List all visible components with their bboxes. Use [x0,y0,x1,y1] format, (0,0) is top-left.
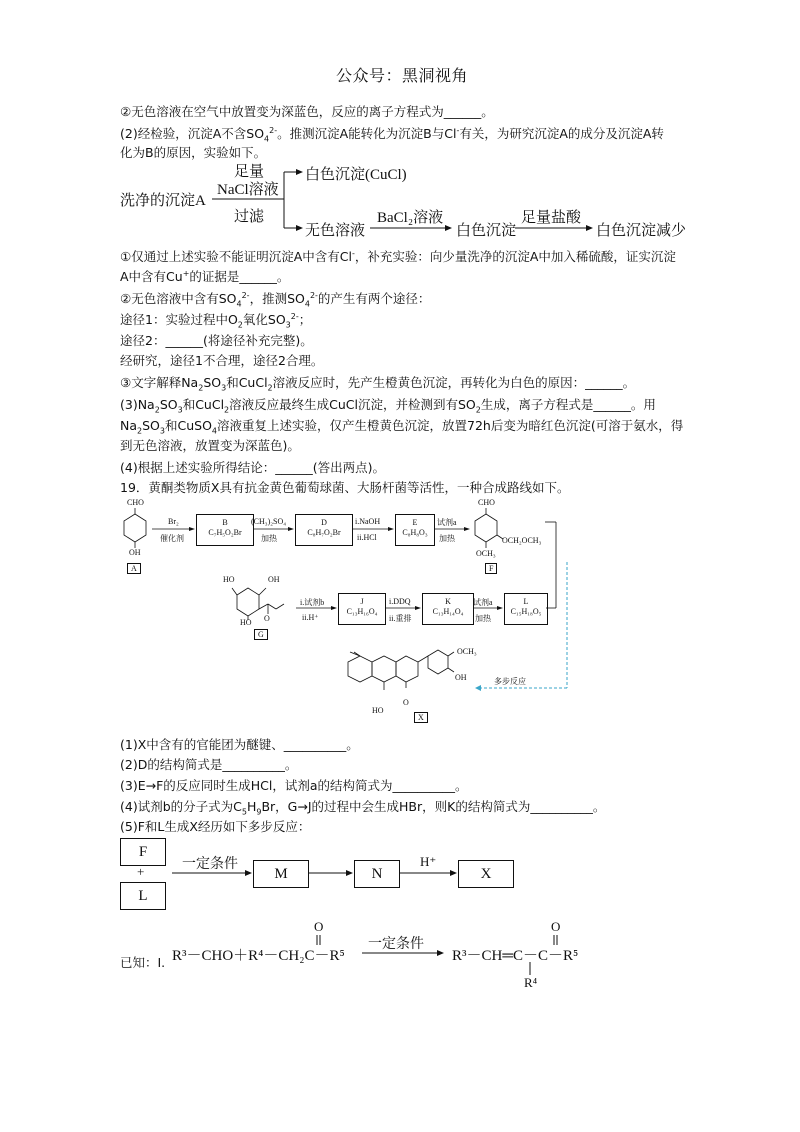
box-f: F [120,838,166,866]
text-line: (2)经检验，沉淀A不含$SO_4^{2-}$。推测沉淀A能转化为沉淀B与Cl-有关，为研究沉淀A的成分及沉淀A转 [120,125,664,144]
question-2: (2)D的结构简式是__________。 [120,757,298,772]
compound-f-cho: CHO [478,498,495,507]
plus-sign: + [137,864,145,879]
text-line: 途径1：实验过程中$O_2$氧化$SO_3^{2-}$； [120,311,312,330]
compound-j-name: J [360,597,364,606]
step3-condition: ii.HCl [357,533,377,542]
compound-g-label: G [254,629,268,640]
text-line: 经研究，途径1不合理，途径2合理。 [120,353,324,368]
compound-k-name: K [445,597,451,606]
question-1: (1)X中含有的官能团为醚键、__________。 [120,737,359,752]
text-line: ③文字解释$Na_2SO_3$和CuCl$_2$溶液反应时，先产生橙黄色沉淀，再转化为白色的原因：______。 [120,375,636,393]
reagent-2: BaCl₂溶液 [377,210,444,226]
box-x: X [458,860,514,888]
compound-g-ho-bottom: HO [240,618,252,627]
question-19: 19．黄酮类物质X具有抗金黄色葡萄球菌、大肠杆菌等活性，一种合成路线如下。 [120,480,570,495]
compound-f-label: F [485,563,497,574]
step3-reagent: i.NaOH [355,517,381,526]
step7-reagent: 试剂a [473,598,493,607]
compound-k-formula: C₁₃H₁₄O₄ [432,607,464,616]
step1-reagent: Br₂ [168,517,179,526]
reagent-above-1: 足量 [234,164,265,180]
compound-f-substituent-2: OCH₃ [476,549,496,558]
step7-condition: 加热 [475,614,491,623]
text-line: $Na_2SO_3$和CuSO$_4$溶液重复上述实验，仅产生橙黄色沉淀，放置72h后变为暗红色沉淀(可溶于氨水，得 [120,418,684,436]
compound-b-name: B [222,518,228,527]
known-rhs: R³－CH═C－C－R⁵ [452,948,579,964]
page-title: 公众号：黑洞视角 [336,66,469,85]
box-n: N [354,860,400,888]
end-product: 白色沉淀减少 [596,223,687,239]
product-top: 白色沉淀(CuCl) [305,167,407,183]
step4-condition: 加热 [439,534,455,543]
multistep-label: 多步反应 [494,677,526,686]
compound-x-oh: OH [455,673,467,682]
compound-e-name: E [412,518,418,527]
known-rhs-r4: R⁴ [524,975,538,990]
text-line: $(3)Na_2SO_3$和CuCl$_2$溶液反应最终生成CuCl沉淀，并检测到有$SO_2$生成，离子方程式是______。用 [120,397,656,415]
product-bottom: 无色溶液 [305,223,366,239]
condition-label: 一定条件 [182,857,238,872]
start-label: 洗净的沉淀A [120,193,206,209]
reagent-above-2: NaCl溶液 [217,182,279,198]
compound-b-formula: C₇H₅O₂Br [208,528,242,537]
reagent-below: 过滤 [234,209,265,225]
compound-g-o: O [264,614,270,623]
box-m: M [253,860,309,888]
step6-reagent: i.DDQ [389,597,411,606]
known-condition: 一定条件 [368,937,424,952]
step5-condition: ii.H⁺ [302,613,319,622]
compound-x-och3: OCH₃ [457,647,477,656]
text-line: ②无色溶液中含有$SO_4^{2-}$，推测$SO_4^{2-}$的产生有两个途径： [120,290,431,309]
compound-d-formula: C₈H₇O₂Br [307,528,341,537]
compound-e-formula: C₈H₈O₃ [402,528,428,537]
compound-g-ho-top: HO [223,575,235,584]
compound-a-oh: OH [129,548,141,557]
question-4: (4)试剂b的分子式为$C_5H_9Br$，G→J的过程中会生成HBr，则K的结构简式为__________。 [120,799,606,817]
step2-condition: 加热 [261,534,277,543]
compound-j-formula: C₁₃H₁₆O₄ [346,607,378,616]
known-rhs-oxygen: O [551,919,561,934]
step6-condition: ii.重排 [389,614,412,623]
compound-g-oh-top: OH [268,575,280,584]
step2-reagent: (CH₃)₂SO₄ [251,517,287,526]
text-line: 化为B的原因，实验如下。 [120,145,267,160]
reagent-3: 足量盐酸 [521,210,582,226]
text-line: ②无色溶液在空气中放置变为深蓝色，反应的离子方程式为______。 [120,104,494,119]
hplus-label: H⁺ [420,854,437,869]
question-5: (5)F和L生成X经历如下多步反应： [120,819,311,834]
known-lhs: R³－CHO＋R⁴－CH₂C－R⁵ [172,948,345,964]
compound-l-name: L [523,597,529,606]
step5-reagent: i.试剂b [300,598,325,607]
compound-x-o: O [403,698,409,707]
step1-condition: 催化剂 [160,534,184,543]
compound-x-label: X [414,712,428,723]
compound-x-ho: HO [372,706,384,715]
compound-l-formula: C₁₅H₁₈O₅ [510,607,542,616]
known-prefix: 已知：Ⅰ. [120,955,166,970]
text-line: 途径2：______(将途径补充完整)。 [120,333,313,348]
text-line: 到无色溶液，放置变为深蓝色)。 [120,438,300,453]
compound-a-label: A [127,563,141,574]
mid-product: 白色沉淀 [456,223,517,239]
question-3: (3)E→F的反应同时生成HCl，试剂a的结构简式为__________。 [120,778,468,793]
step4-reagent: 试剂a [437,518,457,527]
compound-d-name: D [321,518,327,527]
compound-f-substituent-1: OCH₂OCH₃ [502,536,542,545]
text-line: ①仅通过上述实验不能证明沉淀A中含有Cl-，补充实验：向少量洗净的沉淀A中加入稀硫酸，证实沉淀 [120,248,676,264]
compound-a-cho: CHO [127,498,144,507]
known-lhs-oxygen: O [314,919,324,934]
text-line: A中含有Cu+的证据是______。 [120,268,290,284]
text-line: (4)根据上述实验所得结论：______(答出两点)。 [120,460,385,475]
box-l: L [120,882,166,910]
